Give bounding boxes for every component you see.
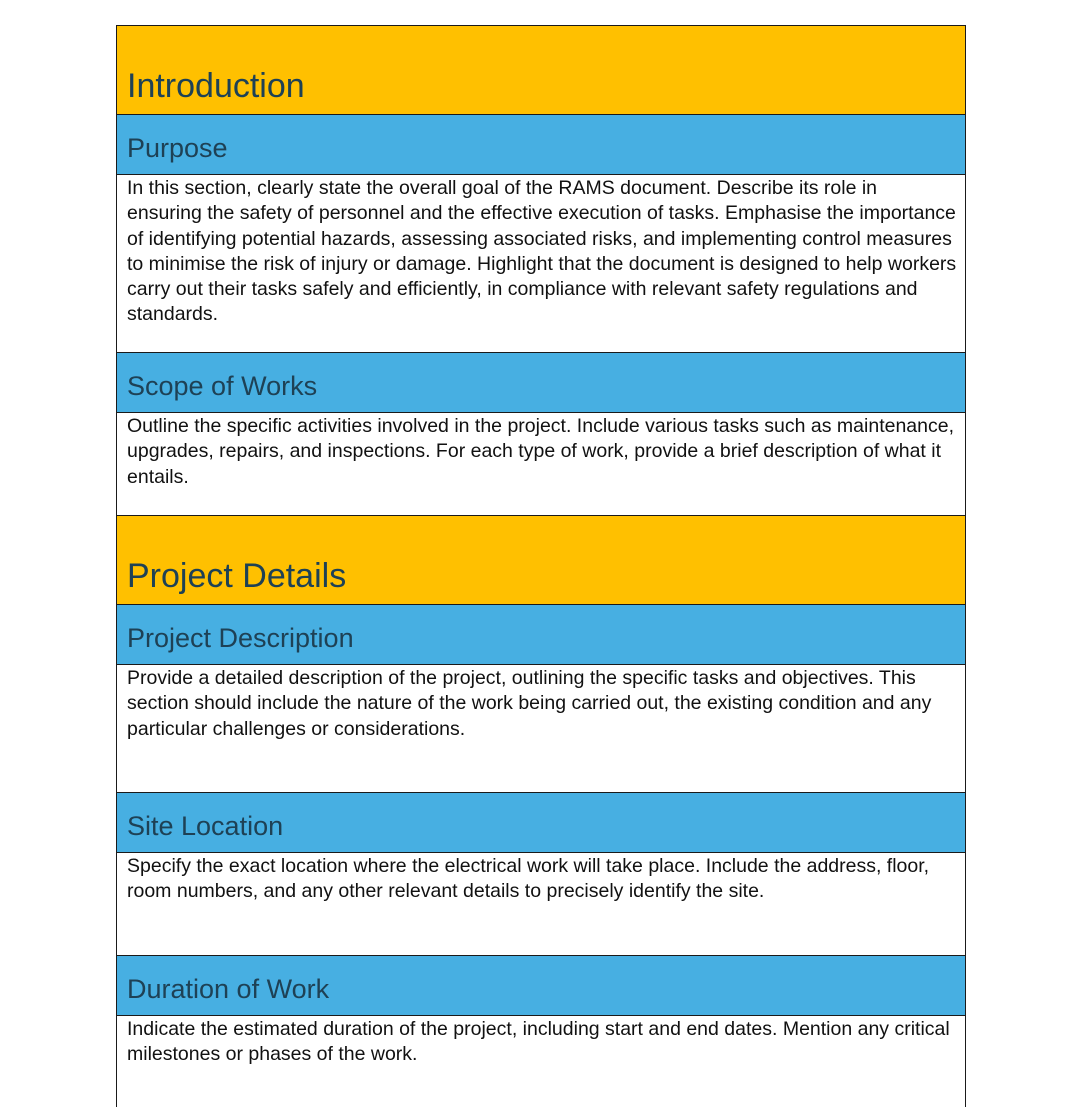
- subsection-title-scope: Scope of Works: [127, 370, 318, 401]
- subsection-header-duration: [117, 956, 965, 1016]
- subsection-title-duration: Duration of Work: [127, 973, 330, 1004]
- section-header-introduction: [117, 26, 965, 115]
- section-header-project-details: [117, 516, 965, 605]
- subsection-title-project-description: Project Description: [127, 622, 354, 653]
- section-title-project-details: Project Details: [127, 557, 347, 595]
- scope-body: Outline the specific activities involved in the project. Include various tasks such as maintenance, upgrades, repairs, and inspections. For each type of work, provide a brief description of what it entails.: [117, 413, 965, 516]
- project-description-body: Provide a detailed description of the project, outlining the specific tasks and objectives. This section should include the nature of the work being carried out, the existing condition and any particular challenges or considerations.: [117, 665, 965, 793]
- subsection-title-site-location: Site Location: [127, 810, 284, 841]
- rams-document-table: [116, 25, 966, 1107]
- subsection-header-project-description: [117, 605, 965, 665]
- subsection-header-site-location: [117, 793, 965, 853]
- purpose-body: In this section, clearly state the overall goal of the RAMS document. Describe its role in ensuring the safety of personnel and the effective execution of tasks. Emphasise the importance of identifying potential hazards, assessing associated risks, and implementing control measures to minimise the risk of injury or damage. Highlight that the document is designed to help workers carry out their tasks safely and efficiently, in compliance with relevant safety regulations and standards.: [117, 175, 965, 353]
- site-location-body: Specify the exact location where the electrical work will take place. Include the address, floor, room numbers, and any other relevant details to precisely identify the site.: [117, 853, 965, 956]
- subsection-title-purpose: Purpose: [127, 132, 228, 163]
- section-title-introduction: Introduction: [127, 67, 305, 105]
- duration-body: Indicate the estimated duration of the project, including start and end dates. Mention any critical milestones or phases of the work.: [117, 1016, 965, 1107]
- subsection-header-purpose: [117, 115, 965, 175]
- subsection-header-scope: [117, 353, 965, 413]
